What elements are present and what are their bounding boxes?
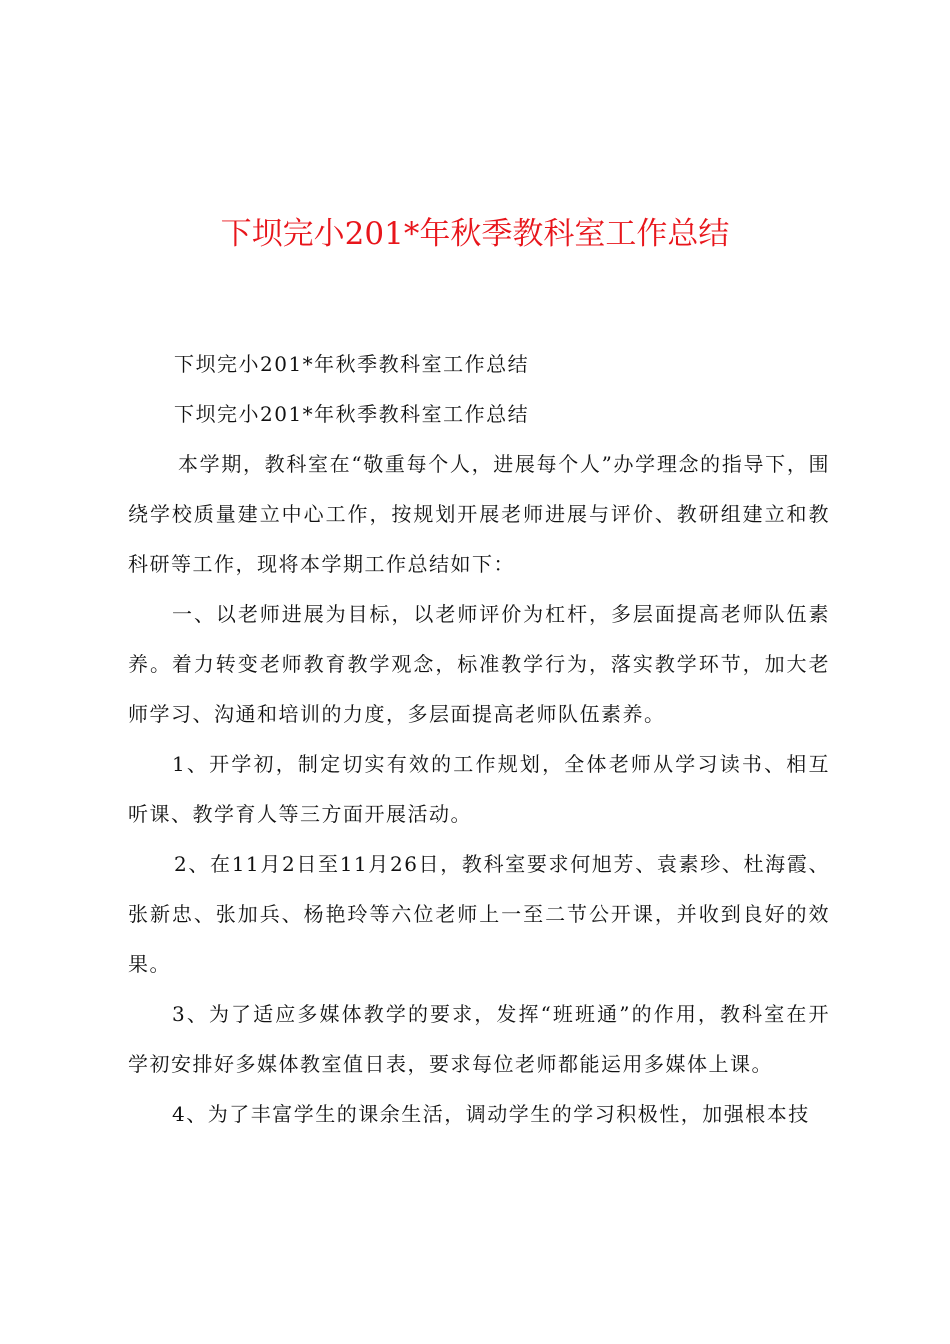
paragraph-intro: 本学期，教科室在“敬重每个人，进展每个人”办学理念的指导下，围绕学校质量建立中心工作，按规划开展老师进展与评价、教研组建立和教科研等工作，现将本学期工作总结如下： bbox=[128, 452, 830, 576]
paragraph-subtitle-2: 下坝完小201*年秋季教科室工作总结 bbox=[174, 402, 530, 426]
paragraph-item-1: 1、开学初，制定切实有效的工作规划，全体老师从学习读书、相互听课、教学育人等三方面开展活动。 bbox=[128, 752, 830, 826]
document-title: 下坝完小201*年秋季教科室工作总结 bbox=[220, 216, 730, 252]
paragraph-item-3: 3、为了适应多媒体教学的要求，发挥“班班通”的作用，教科室在开学初安排好多媒体教室值日表，要求每位老师都能运用多媒体上课。 bbox=[128, 1002, 830, 1076]
paragraph-section-1: 一、以老师进展为目标，以老师评价为杠杆，多层面提高老师队伍素养。着力转变老师教育教学观念，标准教学行为，落实教学环节，加大老师学习、沟通和培训的力度，多层面提高老师队伍素养。 bbox=[128, 602, 830, 726]
document-body bbox=[128, 339, 830, 1139]
paragraph-item-4: 4、为了丰富学生的课余生活，调动学生的学习积极性，加强根本技 bbox=[172, 1102, 810, 1126]
paragraph-item-2: 2、在11月2日至11月26日，教科室要求何旭芳、袁素珍、杜海霞、张新忠、张加兵、杨艳玲等六位老师上一至二节公开课，并收到良好的效果。 bbox=[128, 852, 830, 976]
paragraph-subtitle-1: 下坝完小201*年秋季教科室工作总结 bbox=[174, 352, 530, 376]
